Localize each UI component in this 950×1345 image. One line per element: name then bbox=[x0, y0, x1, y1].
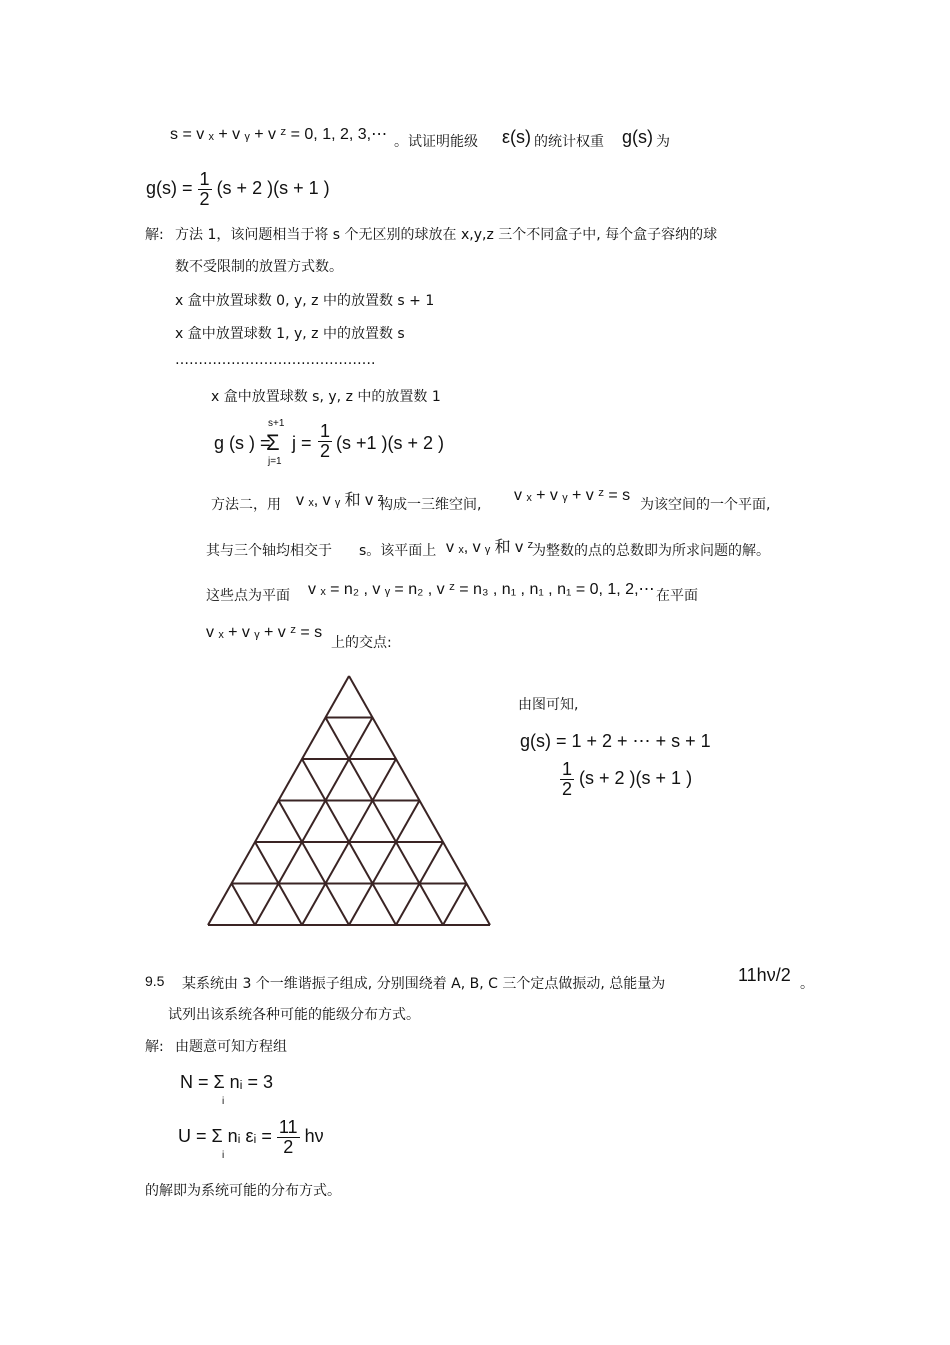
sum-formula bbox=[214, 418, 454, 470]
method2-a2: v ₓ, v ᵧ 和 v ᶻ bbox=[296, 492, 384, 509]
index-i-N: i bbox=[222, 1096, 225, 1107]
method2-d2: 上的交点: bbox=[331, 635, 392, 651]
figure-fraction bbox=[560, 760, 574, 799]
method2-a3: 构成一三维空间, bbox=[379, 497, 482, 513]
triangle-lattice-figure bbox=[200, 670, 500, 932]
sum-rhs: (s +1 )(s + 2 ) bbox=[336, 433, 445, 453]
sum-j: j = bbox=[292, 433, 312, 453]
line1-text3: 为 bbox=[656, 134, 670, 150]
equation-U bbox=[178, 1118, 324, 1157]
figure-eq1: g(s) = 1 + 2 + ⋯ + s + 1 bbox=[520, 731, 711, 751]
s-equation: s = v ₓ + v ᵧ + v ᶻ = 0, 1, 2, 3,⋯ bbox=[170, 126, 388, 143]
frac-num: 1 bbox=[199, 169, 210, 189]
frac-den: 2 bbox=[199, 188, 210, 209]
method1-row0: x 盒中放置球数 0, y, z 中的放置数 s + 1 bbox=[175, 293, 435, 309]
g-rhs: (s + 2 )(s + 1 ) bbox=[216, 178, 330, 199]
grid-line bbox=[443, 884, 467, 926]
final-line: 的解即为系统可能的分布方式。 bbox=[145, 1183, 341, 1199]
method2-d1: v ₓ + v ᵧ + v ᶻ = s bbox=[206, 624, 323, 641]
method1-rows: x 盒中放置球数 s, y, z 中的放置数 1 bbox=[211, 389, 441, 405]
eqU-fraction bbox=[277, 1118, 300, 1157]
figure-note: 由图可知, bbox=[518, 697, 579, 713]
triangle-grid bbox=[208, 676, 490, 925]
fraction bbox=[198, 170, 212, 209]
sum-fraction bbox=[318, 422, 332, 461]
grid-line bbox=[349, 801, 420, 926]
method2-b1: 其与三个轴均相交于 bbox=[206, 543, 332, 559]
grid-line bbox=[255, 718, 373, 926]
line1-text2: 的统计权重 bbox=[534, 134, 604, 150]
method2-a4: v ₓ + v ᵧ + v ᶻ = s bbox=[514, 487, 631, 504]
method1-row1: x 盒中放置球数 1, y, z 中的放置数 s bbox=[175, 326, 405, 342]
grid-line bbox=[326, 718, 444, 926]
g-s: g(s) bbox=[622, 127, 653, 147]
sigma-symbol: Σ bbox=[266, 430, 280, 455]
sum-frac-num: 1 bbox=[320, 421, 331, 441]
figure-frac-num: 1 bbox=[562, 759, 573, 779]
problem-end: 。 bbox=[800, 976, 814, 992]
solution-label: 解: bbox=[145, 227, 164, 243]
method1-dots: ……………………………………. bbox=[175, 352, 376, 368]
equation-N: N = Σ nᵢ = 3 bbox=[180, 1072, 274, 1092]
figure-eq2 bbox=[560, 760, 692, 799]
eqU-lhs: U = Σ nᵢ εᵢ = bbox=[178, 1126, 272, 1147]
method2-c2: v ₓ = n₂ , v ᵧ = n₂ , v ᶻ = n₃ , n₁ , n₁ , n₁ = 0, 1, 2,⋯ bbox=[308, 581, 655, 598]
sum-lhs: g (s ) = bbox=[214, 433, 271, 453]
total-energy: 11hν/2 bbox=[738, 965, 791, 985]
method1-line-a: 方法 1，该问题相当于将 s 个无区别的球放在 x,y,z 三个不同盒子中, 每个盒子容纳的球 bbox=[175, 227, 718, 243]
problem-number: 9.5 bbox=[145, 973, 165, 989]
figure-eq2-rhs: (s + 2 )(s + 1 ) bbox=[579, 768, 693, 789]
problem-line2: 试列出该系统各种可能的能级分布方式。 bbox=[168, 1007, 420, 1023]
grid-line bbox=[279, 801, 350, 926]
method1-line-b: 数不受限制的放置方式数。 bbox=[175, 259, 343, 275]
sum-frac-den: 2 bbox=[320, 440, 331, 461]
line1 bbox=[170, 124, 387, 144]
figure-frac-den: 2 bbox=[562, 778, 573, 799]
eqU-rhs: hν bbox=[304, 1126, 324, 1147]
sum-upper: s+1 bbox=[268, 418, 285, 429]
sum-lower: j=1 bbox=[268, 456, 282, 467]
g-formula bbox=[146, 170, 330, 209]
method2-b2: s。该平面上 bbox=[359, 543, 437, 559]
solution2-label: 解: bbox=[145, 1039, 164, 1055]
method2-a1: 方法二，用 bbox=[211, 497, 281, 513]
method2-c1: 这些点为平面 bbox=[206, 588, 290, 604]
problem-text: 某系统由 3 个一维谐振子组成, 分别围绕着 A, B, C 三个定点做振动, 总能量为 bbox=[182, 976, 666, 992]
solution2-text: 由题意可知方程组 bbox=[175, 1039, 287, 1055]
method2-c3: 在平面 bbox=[656, 588, 698, 604]
method2-b4: 为整数的点的总数即为所求问题的解。 bbox=[532, 543, 770, 559]
index-i-U: i bbox=[222, 1150, 225, 1161]
method2-b3: v ₓ, v ᵧ 和 v ᶻ bbox=[446, 539, 534, 556]
grid-line bbox=[232, 884, 256, 926]
g-lhs: g(s) = bbox=[146, 178, 193, 199]
epsilon-s: ε(s) bbox=[502, 127, 532, 147]
line1-text: 。试证明能级 bbox=[394, 134, 478, 150]
eqU-den: 2 bbox=[283, 1136, 294, 1157]
eqU-num: 11 bbox=[278, 1117, 298, 1137]
method2-a5: 为该空间的一个平面, bbox=[640, 497, 771, 513]
